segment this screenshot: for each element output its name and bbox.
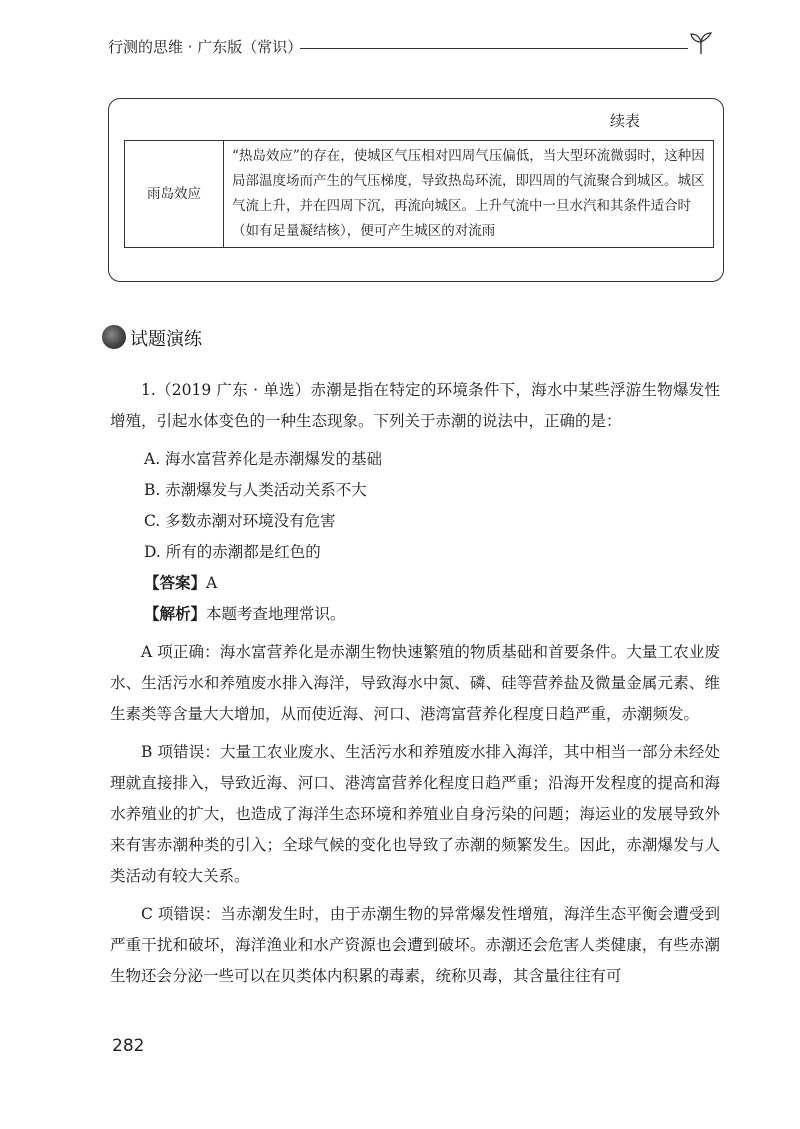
answer-value: A bbox=[206, 574, 218, 592]
option-b: B. 赤潮爆发与人类活动关系不大 bbox=[144, 481, 367, 499]
analysis-paragraph-b: B 项错误：大量工农业废水、生活污水和养殖废水排入海洋，其中相当一部分未经处理就直接排入，导致近海、河口、港湾富营养化程度日趋严重；沿海开发程度的提高和海水养殖业的扩大，也造成了海洋生态环境和养殖业自身污染的问题；海运业的发展导致外来有害赤潮种类的引入；全球气候的变化也导致了赤潮的频繁发生。因此，赤潮爆发与人类活动有较大关系。 bbox=[110, 743, 720, 885]
option-c: C. 多数赤潮对环境没有危害 bbox=[144, 512, 336, 530]
section-title: 试题演练 bbox=[130, 329, 202, 350]
option-a: A. 海水富营养化是赤潮爆发的基础 bbox=[144, 450, 383, 468]
question-block bbox=[110, 375, 720, 999]
analysis-label: 【解析】 bbox=[144, 605, 207, 623]
analysis-paragraph-c: C 项错误：当赤潮发生时，由于赤潮生物的异常爆发性增殖，海洋生态平衡会遭受到严重干扰和破坏，海洋渔业和水产资源也会遭到破坏。赤潮还会危害人类健康，有些赤潮生物还会分泌一些可以在贝类体内积累的毒素，统称贝毒，其含量往往有可 bbox=[110, 905, 720, 985]
table-row bbox=[125, 141, 714, 248]
option-d: D. 所有的赤潮都是红色的 bbox=[144, 543, 321, 561]
question-stem: 1.（2019 广东 · 单选）赤潮是指在特定的环境条件下，海水中某些浮游生物爆发性增殖，引起水体变色的一种生态现象。下列关于赤潮的说法中，正确的是： bbox=[110, 381, 720, 430]
table-cell-term: 雨岛效应 bbox=[125, 141, 224, 248]
analysis-line bbox=[110, 599, 720, 630]
table-cell-description: “热岛效应”的存在，使城区气压相对四周气压偏低，当大型环流微弱时，这种因局部温度场而产生的气压梯度，导致热岛环流，即四周的气流聚合到城区。城区气流上升，并在四周下沉，再流向城区。上升气流中一旦水汽和其条件适合时（如有足量凝结核），便可产生城区的对流雨 bbox=[224, 141, 714, 248]
answer-label: 【答案】 bbox=[144, 574, 207, 592]
answer-line bbox=[110, 568, 720, 599]
page-number: 282 bbox=[112, 1036, 145, 1056]
section-badge-icon bbox=[102, 325, 126, 349]
continued-table bbox=[124, 140, 714, 248]
header-rule bbox=[300, 48, 688, 49]
running-header bbox=[108, 34, 708, 64]
sprout-icon bbox=[688, 30, 714, 56]
analysis-paragraph-a: A 项正确：海水富营养化是赤潮生物快速繁殖的物质基础和首要条件。大量工农业废水、生活污水和养殖废水排入海洋，导致海水中氮、磷、硅等营养盐及微量金属元素、维生素类等含量大大增加，从而使近海、河口、港湾富营养化程度日趋严重，赤潮频发。 bbox=[110, 643, 720, 723]
analysis-intro: 本题考查地理常识。 bbox=[206, 605, 346, 623]
table-caption: 续表 bbox=[610, 112, 641, 130]
book-title: 行测的思维 · 广东版（常识） bbox=[108, 38, 303, 56]
